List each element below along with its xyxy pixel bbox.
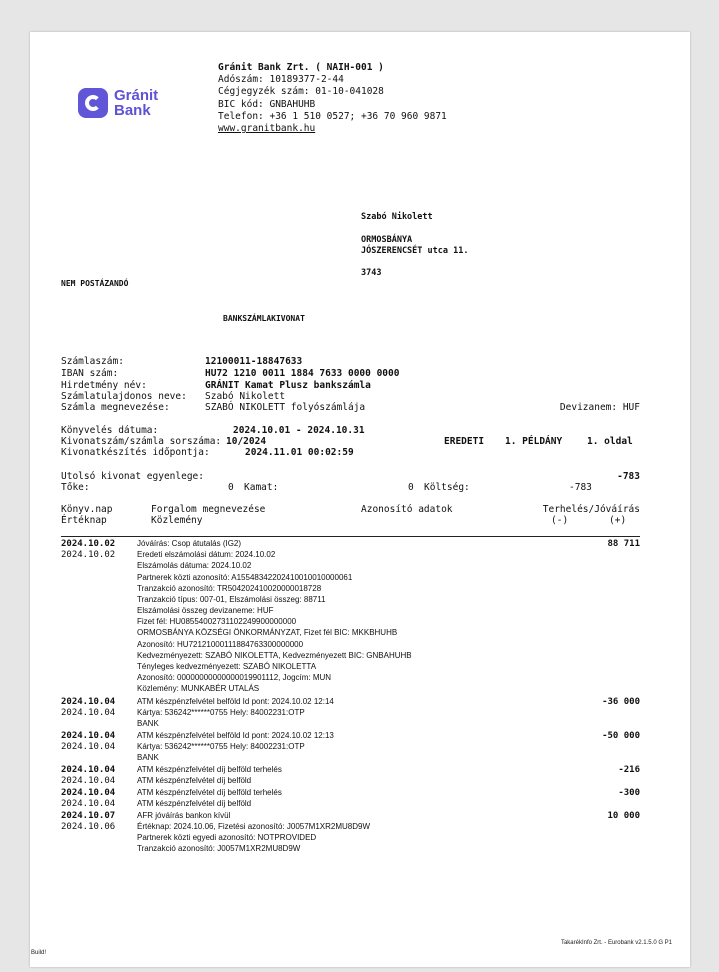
tx3-line: ATM készpénzfelvétel belföld Id pont: 2024.10.02 12:13: [137, 731, 334, 740]
tx2-line: Kártya: 536242******0755 Hely: 84002231:OTP: [137, 708, 305, 717]
egyenleg-label: Utolsó kivonat egyenlege:: [61, 471, 204, 482]
szamlaszam-label: Számlaszám:: [61, 356, 124, 367]
idopont-value: 2024.11.01 00:02:59: [245, 447, 354, 458]
kamat-label: Kamat:: [244, 482, 279, 493]
col-minus: (-): [551, 515, 569, 526]
recipient-name: Szabó Nikolett: [361, 212, 433, 222]
bank-header: [218, 62, 447, 135]
tx1-line: Tényleges kedvezményezett: SZABÓ NIKOLETTA: [137, 662, 317, 671]
granit-bank-logo: [78, 84, 188, 124]
tx1-amount: 88 711: [607, 539, 640, 549]
bank-name: Gránit Bank Zrt. ( NAIH-001 ): [218, 62, 384, 73]
logo-text-line2: Bank: [114, 102, 151, 119]
eredeti-label: EREDETI: [444, 436, 485, 447]
tx5-amount: -300: [618, 788, 640, 798]
tx6-line: AFR jóváírás bankon kívül: [137, 811, 231, 820]
sorszam-value: 10/2024: [226, 436, 267, 447]
footer-version: TakarékInfo Zrt. - Eurobank v2.1.5.0 G P1: [560, 940, 672, 946]
konyveles-value: 2024.10.01 - 2024.10.31: [233, 425, 365, 436]
col-terheles-jovairas: Terhelés/Jóváírás: [542, 504, 640, 515]
nem-postazando: NEM POSTÁZANDÓ: [61, 279, 129, 288]
tx1-line: Jóváírás: Csop átutalás (IG2): [137, 539, 242, 548]
tx6-line: Tranzakció azonosító: J0057M1XR2MU8D9W: [137, 844, 301, 853]
tx2-line: ATM készpénzfelvétel belföld Id pont: 2024.10.02 12:14: [137, 697, 334, 706]
toke-label: Tőke:: [61, 482, 90, 493]
granit-logo-mark-icon: [78, 88, 108, 118]
recipient-zip: 3743: [361, 268, 382, 278]
document-title: BANKSZÁMLAKIVONAT: [223, 314, 305, 323]
tx6-line: Értéknap: 2024.10.06, Fizetési azonosító: J0057M1XR2MU8D9W: [137, 822, 371, 831]
tx4-amount: -216: [618, 765, 640, 775]
col-erteknap: Értéknap: [61, 515, 107, 526]
col-konyvnap: Könyv.nap: [61, 504, 113, 515]
hirdetmeny-label: Hirdetmény név:: [61, 380, 147, 391]
tx6-konyvnap: 2024.10.07: [61, 811, 116, 821]
col-plus: (+): [609, 515, 627, 526]
tx3-line: BANK: [137, 753, 159, 762]
tx3-line: Kártya: 536242******0755 Hely: 84002231:OTP: [137, 742, 305, 751]
peldany-label: 1. PÉLDÁNY: [505, 436, 563, 447]
col-kozlemeny: Közlemény: [151, 515, 203, 526]
megnevezes-label: Számla megnevezése:: [61, 402, 170, 413]
koltseg-value: -783: [569, 482, 592, 493]
bank-website-link[interactable]: www.granitbank.hu: [218, 123, 316, 135]
tx6-amount: 10 000: [607, 811, 640, 821]
tx5-konyvnap: 2024.10.04: [61, 788, 116, 798]
oldal-label: 1. oldal: [587, 436, 633, 447]
tx1-line: Elszámolás dátuma: 2024.10.02: [137, 561, 252, 570]
tx4-line: ATM készpénzfelvétel díj belföld: [137, 776, 252, 785]
tx2-line: BANK: [137, 719, 159, 728]
tx1-line: Közlemény: MUNKABÉR UTALÁS: [137, 684, 260, 693]
tx1-line: Fizet fél: HU08554002731102249900000000: [137, 617, 297, 626]
megnevezes-value: SZABÓ NIKOLETT folyószámlája: [205, 402, 366, 413]
recipient-city: ORMOSBÁNYA: [361, 235, 413, 245]
tx1-line: Tranzakció azonosító: TR504202410020000018728: [137, 584, 322, 593]
tx1-line: Elszámolási összeg devizaneme: HUF: [137, 606, 274, 615]
szamlaszam-value: 12100011-18847633: [205, 356, 303, 367]
sorszam-label: Kivonatszám/számla sorszáma:: [61, 436, 222, 447]
tx1-line: Partnerek közti azonosító: A15548342202410010010000061: [137, 573, 353, 582]
tulajdonos-label: Számlatulajdonos neve:: [61, 391, 187, 402]
recipient-street: JÓSZERENCSÉT utca 11.: [361, 246, 469, 256]
bank-bic: BIC kód: GNBAHUHB: [218, 98, 316, 110]
tx1-line: Azonosító: 00000000000000019901112, Jogcím: MUN: [137, 673, 332, 682]
bank-cegjegyzek: Cégjegyzék szám: 01-10-041028: [218, 86, 384, 98]
tx4-konyvnap: 2024.10.04: [61, 765, 116, 775]
koltseg-label: Költség:: [424, 482, 470, 493]
col-azonosito: Azonosító adatok: [361, 504, 453, 515]
tx1-line: Eredeti elszámolási dátum: 2024.10.02: [137, 550, 276, 559]
tulajdonos-value: Szabó Nikolett: [205, 391, 286, 402]
devizanem: Devizanem: HUF: [559, 402, 640, 413]
tx6-line: Partnerek közti egyedi azonosító: NOTPROVIDED: [137, 833, 317, 842]
tx3-amount: -50 000: [602, 731, 640, 741]
egyenleg-value: -783: [617, 471, 640, 482]
tx4-line: ATM készpénzfelvétel díj belföld terhelés: [137, 765, 282, 774]
tx1-line: Kedvezményezett: SZABÓ NIKOLETTA, Kedvezményezett BIC: GNBAHUHB: [137, 651, 412, 660]
tx4-erteknap: 2024.10.04: [61, 776, 116, 786]
tx5-line: ATM készpénzfelvétel díj belföld: [137, 799, 252, 808]
idopont-label: Kivonatkészítés időpontja:: [61, 447, 210, 458]
tx2-erteknap: 2024.10.04: [61, 708, 116, 718]
tx1-konyvnap: 2024.10.02: [61, 539, 116, 549]
statement-page: [30, 32, 690, 967]
kamat-value: 0: [408, 482, 414, 493]
tx3-konyvnap: 2024.10.04: [61, 731, 116, 741]
iban-value: HU72 1210 0011 1884 7633 0000 0000: [205, 368, 400, 379]
table-header-divider: [61, 536, 640, 537]
col-forgalom: Forgalom megnevezése: [151, 504, 266, 515]
tx5-line: ATM készpénzfelvétel díj belföld terhelés: [137, 788, 282, 797]
tx1-line: ORMOSBÁNYA KÖZSÉGI ÖNKORMÁNYZAT, Fizet fél BIC: MKKBHUHB: [137, 628, 398, 637]
tx6-erteknap: 2024.10.06: [61, 822, 116, 832]
tx1-line: Azonosító: HU72121000111884763300000000: [137, 640, 304, 649]
bank-telefon: Telefon: +36 1 510 0527; +36 70 960 9871: [218, 110, 447, 122]
tx2-konyvnap: 2024.10.04: [61, 697, 116, 707]
tx1-line: Tranzakció típus: 007-01, Elszámolási összeg: 88711: [137, 595, 326, 604]
bank-adoszam: Adószám: 10189377-2-44: [218, 74, 344, 86]
footer-build: Build!: [31, 950, 47, 956]
toke-value: 0: [228, 482, 234, 493]
hirdetmeny-value: GRÁNIT Kamat Plusz bankszámla: [205, 380, 371, 391]
tx2-amount: -36 000: [602, 697, 640, 707]
iban-label: IBAN szám:: [61, 368, 119, 379]
tx5-erteknap: 2024.10.04: [61, 799, 116, 809]
konyveles-label: Könyvelés dátuma:: [61, 425, 159, 436]
tx1-erteknap: 2024.10.02: [61, 550, 116, 560]
tx3-erteknap: 2024.10.04: [61, 742, 116, 752]
logo-text-line1: Gránit: [114, 87, 159, 104]
